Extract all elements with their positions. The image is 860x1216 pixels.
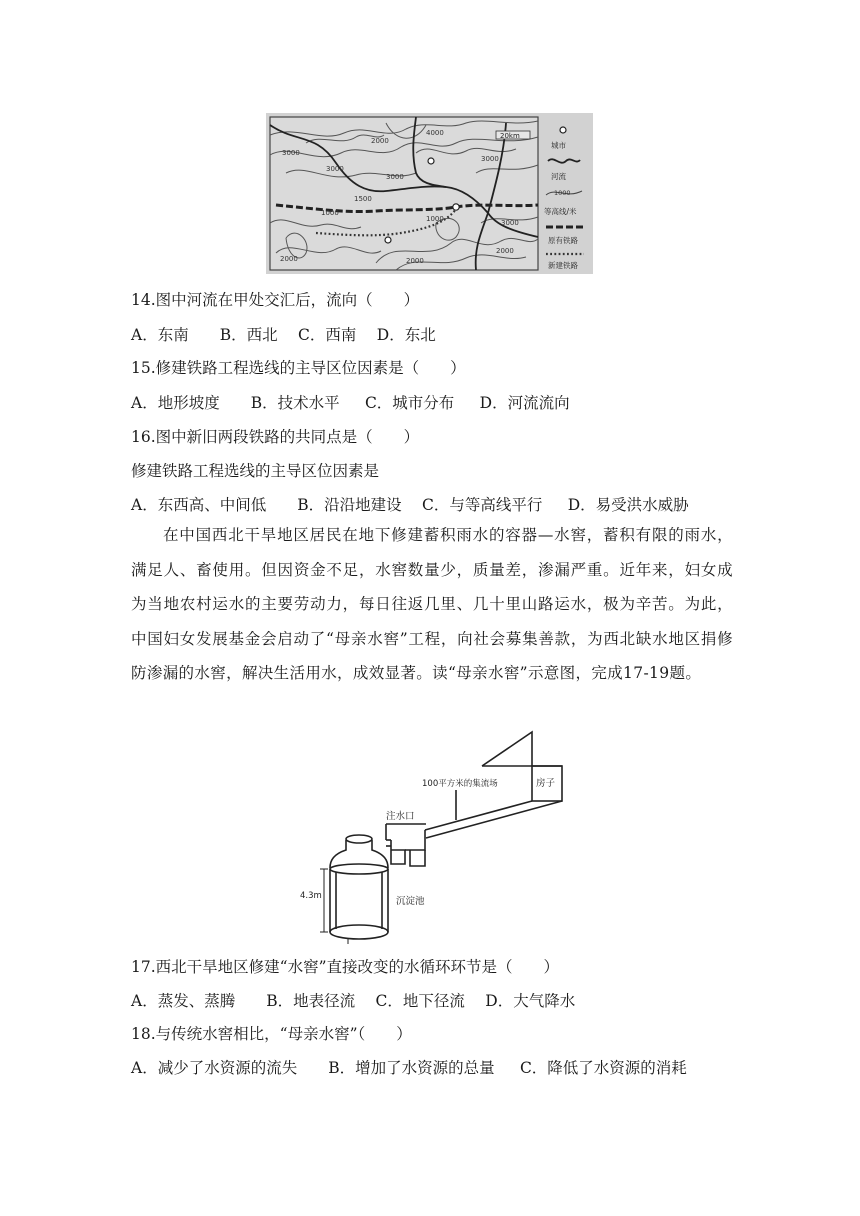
reading-passage: 在中国西北干旱地区居民在地下修建蓄积雨水的容器—水窖，蓄积有限的雨水，满足人、畜使用。但因资金不足，水窖数量少，质量差，渗漏严重。近年来，妇女成为当地农村运水的主要劳动力，每日往返几里、几十里山路运水，极为辛苦。为此，中国妇女发展基金会启动了“母亲水窖”工程，向社会募集善款，为西北缺水地区捐修防渗漏的水窖，解决生活用水，成效显著。读“母亲水窖”示意图，完成17-19题。 [131, 526, 733, 682]
question-16-stem: 16.图中新旧两段铁路的共同点是（ ） [131, 428, 420, 446]
contour-label: 2000 [280, 255, 298, 263]
city-marker [453, 204, 459, 210]
contour-label: 2000 [406, 257, 424, 265]
question-18-options: A．减少了水资源的流失 B．增加了水资源的总量 C．降低了水资源的消耗 [131, 1059, 687, 1077]
tank-cap [346, 835, 372, 843]
legend-contour-label: 等高线/米 [544, 207, 577, 216]
legend-old-rail-label: 原有铁路 [548, 236, 578, 245]
contour-label: 2000 [496, 247, 514, 255]
contour-label: 3000 [386, 173, 404, 181]
contour-label: 3000 [481, 155, 499, 163]
topographic-map [266, 113, 593, 274]
topographic-map-figure [266, 113, 593, 274]
cistern-diagram [300, 728, 570, 946]
legend-new-rail-label: 新建铁路 [548, 261, 578, 270]
tank-top-ring [330, 864, 388, 874]
contour-label: 3000 [326, 165, 344, 173]
tank-neck [372, 840, 388, 868]
question-17-options: A．蒸发、蒸腾 B．地表径流 C．地下径流 D．大气降水 [131, 992, 576, 1010]
settling-tank-label: 沉淀池 [396, 896, 425, 907]
house-roof [482, 732, 532, 766]
tank-neck [330, 840, 346, 868]
depth-label: 4.3m [300, 891, 322, 901]
city-marker [428, 158, 434, 164]
catchment-label: 100平方米的集流场 [422, 779, 498, 789]
question-16-extra-line: 修建铁路工程选线的主导区位因素是 [131, 462, 380, 480]
catchment-slope-lower [426, 801, 562, 838]
question-17-stem: 17.西北干旱地区修建“水窖”直接改变的水循环环节是（ ） [131, 958, 560, 976]
scale-label: 20km [500, 132, 520, 140]
settling-tank-inner [410, 850, 425, 866]
contour-label: 3000 [282, 149, 300, 157]
legend-contour-sample: 1000 [554, 189, 571, 197]
catchment-slope [425, 801, 532, 830]
question-14-stem: 14.图中河流在甲处交汇后，流向（ ） [131, 291, 420, 309]
house-label: 房子 [536, 778, 556, 789]
settling-tank-wall [405, 830, 425, 850]
inlet-label: 注水口 [386, 811, 415, 822]
legend-city-icon [560, 127, 566, 133]
question-16-options: A．东西高、中间低 B．沿沿地建设 C．与等高线平行 D．易受洪水威胁 [131, 496, 689, 514]
question-14-options: A．东南 B．西北 C．西南 D．东北 [131, 326, 436, 344]
question-15-options: A．地形坡度 B．技术水平 C．城市分布 D．河流流向 [131, 394, 570, 412]
settling-tank [391, 840, 405, 864]
contour-label: 3000 [501, 219, 519, 227]
contour-label: 4000 [426, 129, 444, 137]
legend-river-label: 河流 [551, 172, 566, 181]
contour-label: 1500 [354, 195, 372, 203]
mother-cistern-diagram [300, 728, 570, 946]
question-18-stem: 18.与传统水窖相比，“母亲水窖”（ ） [131, 1025, 412, 1043]
legend-city-label: 城市 [551, 141, 566, 150]
tank-bottom-ring [330, 925, 388, 939]
contour-label: 1000 [426, 215, 444, 223]
question-15-stem: 15.修建铁路工程选线的主导区位因素是（ ） [131, 359, 466, 377]
city-marker [385, 237, 391, 243]
contour-label: 1000 [321, 209, 339, 217]
contour-label: 2000 [371, 137, 389, 145]
